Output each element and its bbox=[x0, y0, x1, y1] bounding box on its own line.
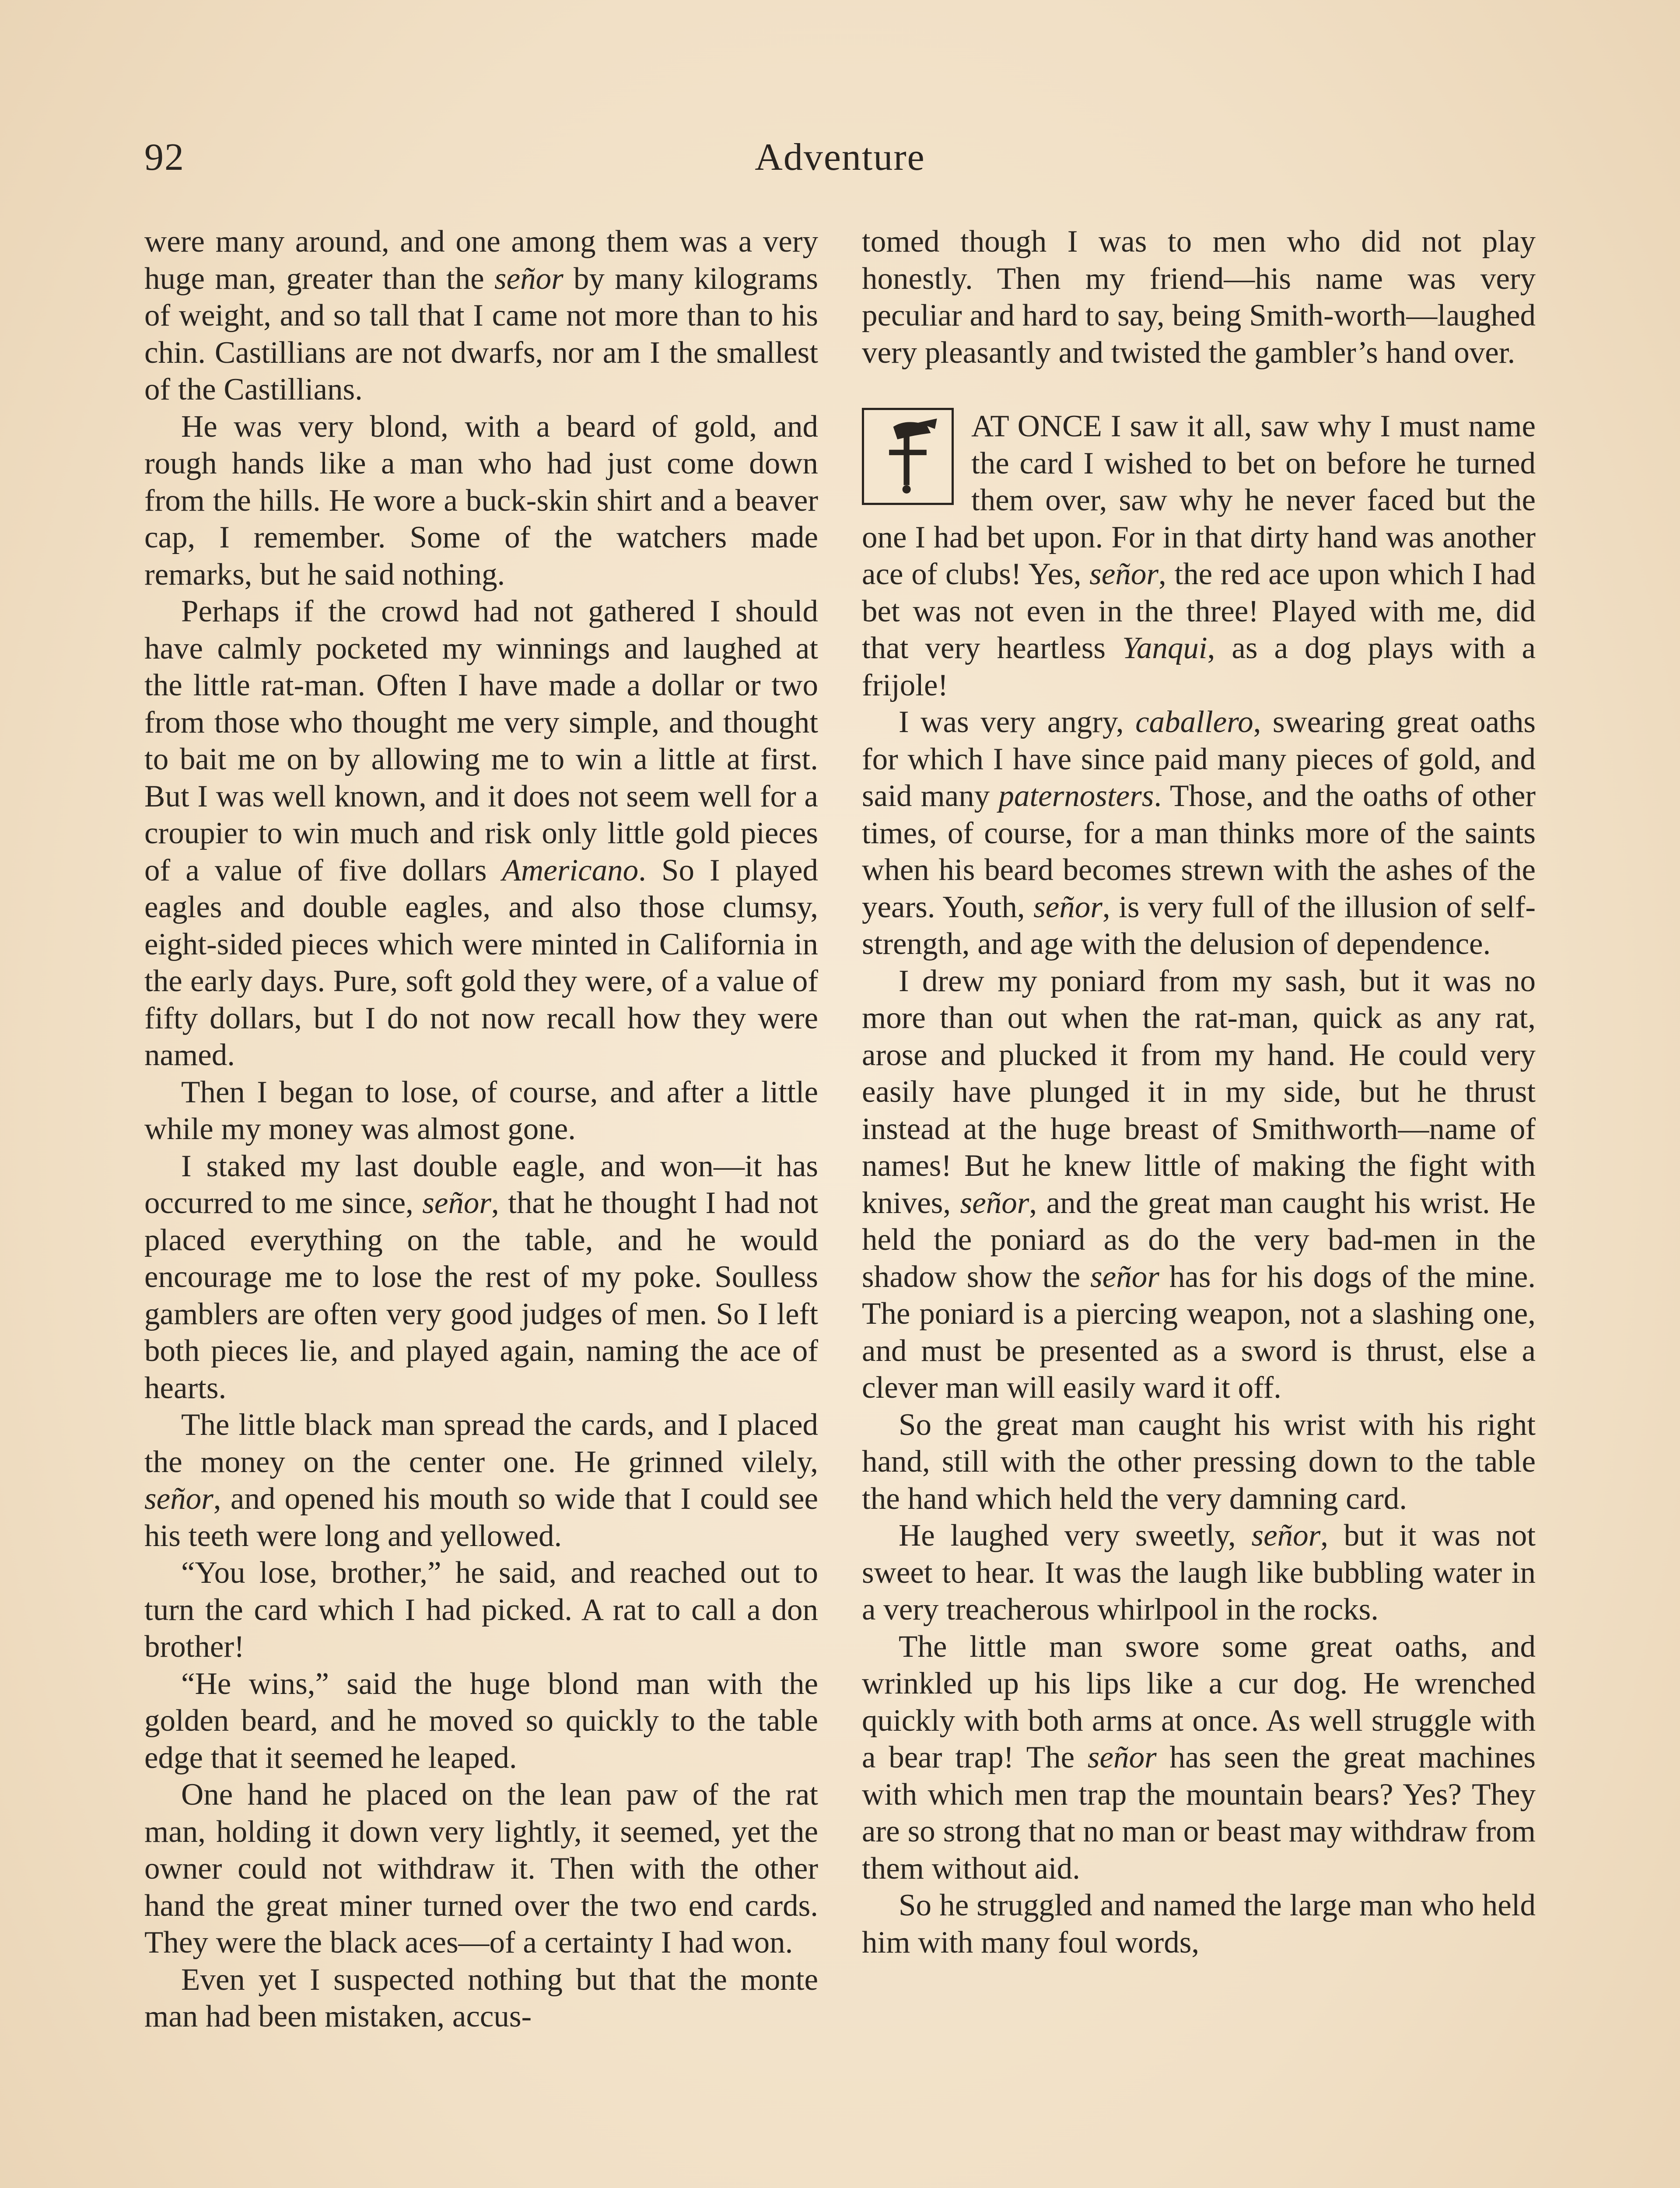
paragraph: One hand he placed on the lean paw of the rat man, holding it down very lightly, it seemed, yet the owner could not withdraw it. Then with the other hand the great miner turned over the two end cards. They were the black aces—of a certainty I had won. bbox=[144, 1778, 818, 1960]
left-column bbox=[144, 223, 818, 2035]
section-ornament-dagger-icon bbox=[862, 408, 954, 505]
running-title: Adventure bbox=[755, 136, 925, 179]
paragraph: Then I began to lose, of course, and after a little while my money was almost gone. bbox=[144, 1075, 818, 1146]
paragraph: Perhaps if the crowd had not gathered I should have calmly pocketed my winnings and laughed at the little rat-man. Often I have made a dollar or two from those who thought me very simple, and thought to bait me on by allowing me to win a little at first. But I was well known, and it does not seem well for a croupier to win much and risk only little gold pieces of a value of five dollars Americano. So I played eagles and double eagles, and also those clumsy, eight-sided pieces which were minted in California in the early days. Pure, soft gold they were, of a value of fifty dollars, but I do not now recall how they were named. bbox=[144, 594, 818, 1072]
paragraph: I staked my last double eagle, and won—it has occurred to me since, señor, that he thought I had not placed everything on the table, and he would encourage me to lose the rest of my poke. Soulless gamblers are often very good judges of men. So I left both pieces lie, and played again, naming the ace of hearts. bbox=[144, 1149, 818, 1405]
page-number: 92 bbox=[144, 136, 185, 179]
paragraph: So the great man caught his wrist with his right hand, still with the other pressing down to the table the hand which held the very damning card. bbox=[862, 1407, 1536, 1516]
paragraph: The little black man spread the cards, and I placed the money on the center one. He grinned vilely, señor, and opened his mouth so wide that I could see his teeth were long and yellowed. bbox=[144, 1408, 818, 1553]
paragraph: Even yet I suspected nothing but that the monte man had been mistaken, accus- bbox=[144, 1962, 818, 2034]
paragraph: AT ONCE I saw it all, saw why I must name the card I wished to bet on before he turned them over, saw why he never faced but the one I had bet upon. For in that dirty hand was another ace of clubs! Yes, señor, the red ace upon which I had bet was not even in the three! Played with me, did that very heartless Yanqui, as a dog plays with a frijole! bbox=[862, 409, 1536, 702]
paragraph: “He wins,” said the huge blond man with the golden beard, and he moved so quickly to the table edge that it seemed he leaped. bbox=[144, 1666, 818, 1775]
page-header bbox=[144, 131, 1536, 193]
paragraph: tomed though I was to men who did not play honestly. Then my friend—his name was very peculiar and hard to say, being Smith-worth—laughed very pleasantly and twisted the gambler’s hand over. bbox=[862, 224, 1536, 370]
paragraph: were many around, and one among them was a very huge man, greater than the señor by many kilograms of weight, and so tall that I came not more than to his chin. Castillians are not dwarfs, nor am I the smallest of the Castillians. bbox=[144, 224, 818, 407]
paragraph: He laughed very sweetly, señor, but it was not sweet to hear. It was the laugh like bubbling water in a very treacherous whirlpool in the rocks. bbox=[862, 1518, 1536, 1627]
paragraph: “You lose, brother,” he said, and reached out to turn the card which I had picked. A rat to call a don brother! bbox=[144, 1556, 818, 1664]
right-column bbox=[862, 223, 1536, 1961]
paragraph: I was very angry, caballero, swearing great oaths for which I have since paid many pieces of gold, and said many paternosters. Those, and the oaths of other times, of course, for a man thinks more of the saints when his beard becomes strewn with the ashes of the years. Youth, señor, is very full of the illusion of self-strength, and age with the delusion of dependence. bbox=[862, 705, 1536, 961]
paragraph: I drew my poniard from my sash, but it was no more than out when the rat-man, quick as any rat, arose and plucked it from my hand. He could very easily have plunged it in my side, but he thrust instead at the huge breast of Smithworth—name of names! But he knew little of making the fight with knives, señor, and the great man caught his wrist. He held the poniard as do the very bad-men in the shadow show the señor has for his dogs of the mine. The poniard is a piercing weapon, not a slashing one, and must be presented as a sword is thrust, else a clever man will easily ward it off. bbox=[862, 964, 1536, 1405]
paragraph: So he struggled and named the large man who held him with many foul words, bbox=[862, 1888, 1536, 1960]
paragraph: He was very blond, with a beard of gold, and rough hands like a man who had just come down from the hills. He wore a buck-skin shirt and a beaver cap, I remember. Some of the watchers made remarks, but he said nothing. bbox=[144, 409, 818, 592]
paragraph: The little man swore some great oaths, and wrinkled up his lips like a cur dog. He wrenched quickly with both arms at once. As well struggle with a bear trap! The señor has seen the great machines with which men trap the mountain bears? Yes? They are so strong that no man or beast may withdraw from them without aid. bbox=[862, 1629, 1536, 1886]
